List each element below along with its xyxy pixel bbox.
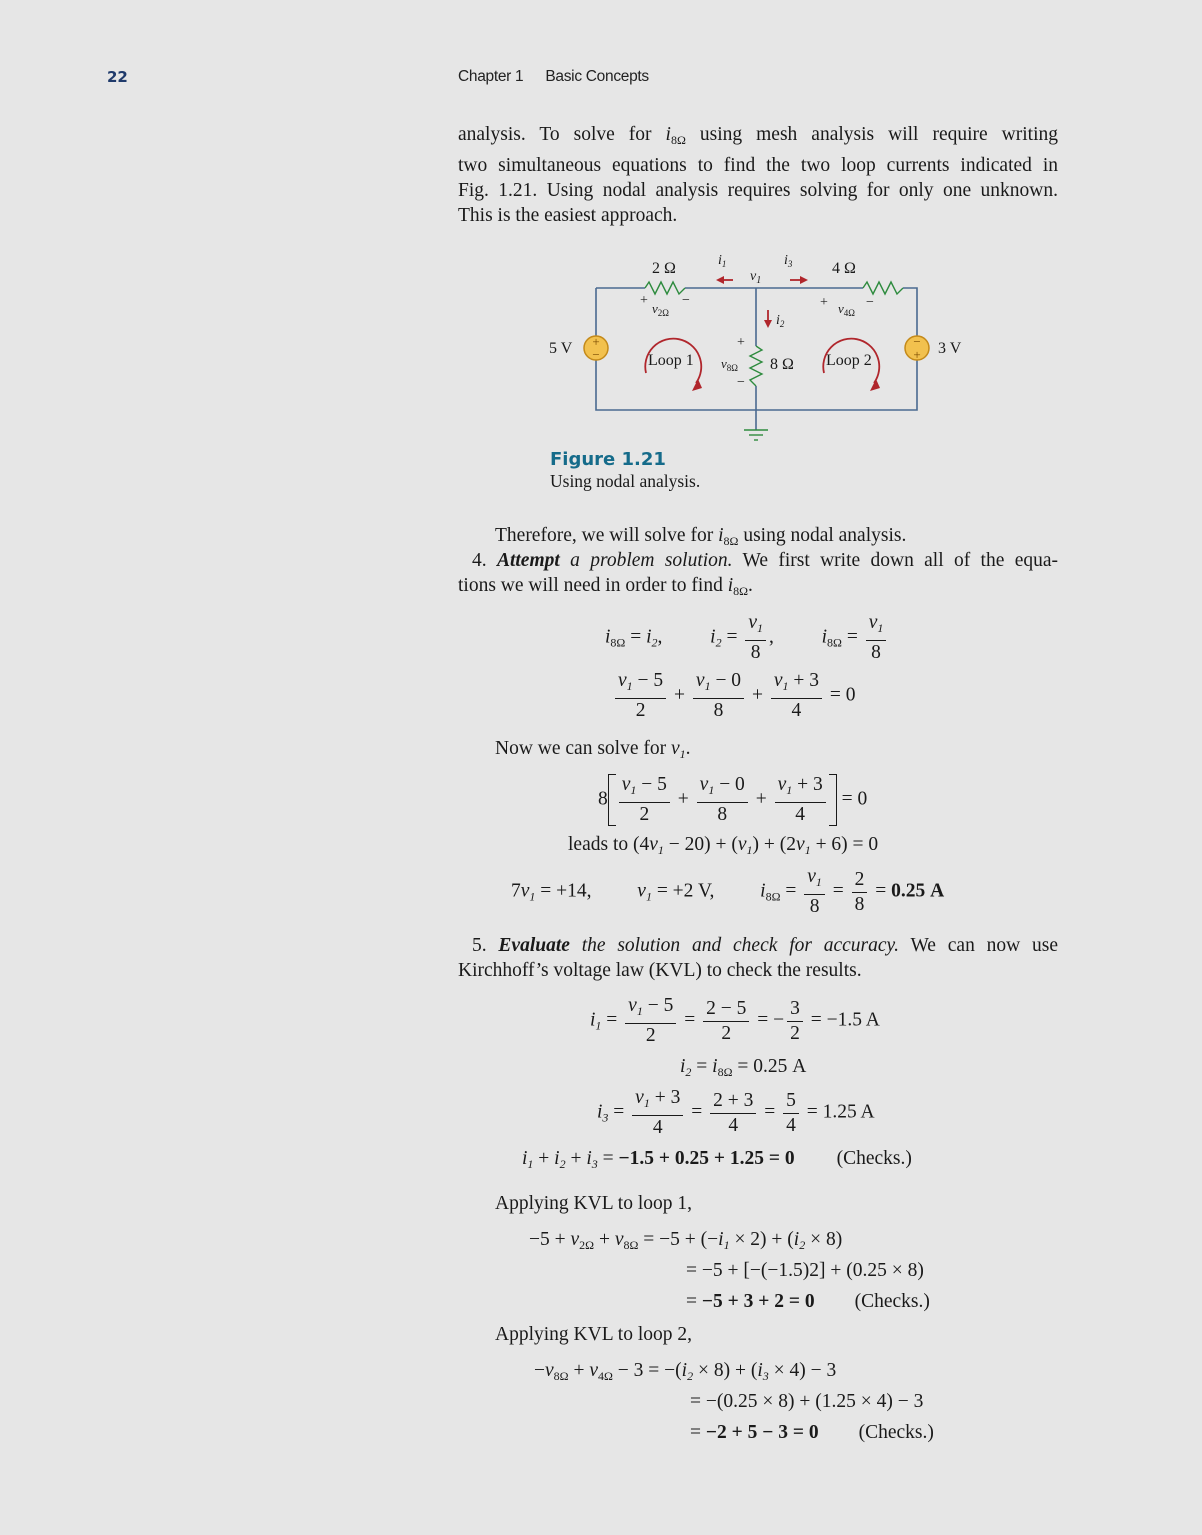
equation-i2: $i_2 = i_{8\Omega} = 0.25$ A [680, 1056, 807, 1079]
resistor-label-4ohm: 4 Ω [832, 260, 856, 277]
svg-text:−: − [737, 375, 745, 390]
figure-caption [550, 449, 700, 492]
equation-row-4: leads to $(4v_1 - 20) + (v_1) + (2v_1 + 6) = 0$ [568, 834, 879, 857]
equation-kcl-check: $i_1 + i_2 + i_3 = -1.5 + 0.25 + 1.25 = 0$ (Checks.) [522, 1148, 912, 1171]
svg-text:+: + [913, 347, 921, 362]
intro-paragraph [458, 122, 1058, 228]
kvl-loop-2-line-3: = −2 + 5 − 3 = 0 (Checks.) [690, 1422, 934, 1443]
kvl-loop-1-line-1: $-5 + v_{2\Omega} + v_{8\Omega} = -5 + (-i_1 \times 2) + (i_2 \times 8)$ [529, 1229, 843, 1252]
svg-text:+: + [640, 293, 648, 308]
therefore-line: Therefore, we will solve for $i_{8\Omega}$ using nodal analysis. [495, 525, 907, 548]
svg-text:i3: $i_3$ [784, 253, 793, 269]
svg-text:+: + [737, 335, 745, 350]
text-line: Fig. 1.21. Using nodal analysis requires solving for only one unknown. [458, 180, 1058, 201]
node-v1: $v_1$ [750, 269, 762, 286]
var: i [665, 124, 671, 145]
svg-text:i2: $i_2$ [776, 313, 785, 329]
text-line: two simultaneous equations to find the two loop currents indicated in [458, 155, 1058, 176]
equation-i1: $i_1$ = $\frac{v_1 - 5}{2}$ = $\frac{2 - 5}{2}$ = − $\frac{3}{2}$ = −1.5 A [590, 995, 880, 1046]
voltage-source-3v [905, 334, 929, 362]
text: analysis. To solve for [458, 124, 666, 145]
figure-label: Figure 1.21 [550, 449, 666, 470]
chapter-label: Chapter 1 [458, 68, 524, 85]
source-label-5v: 5 V [549, 340, 573, 357]
section-title: Basic Concepts [545, 68, 649, 85]
page-number: 22 [107, 68, 128, 86]
kvl-loop-1-line-2: = −5 + [−(−1.5)2] + (0.25 × 8) [686, 1260, 924, 1281]
equation-i3: $i_3$ = $\frac{v_1 + 3}{4}$ = $\frac{2 + 3}{4}$ = $\frac{5}{4}$ = 1.25 A [597, 1087, 875, 1138]
running-header [458, 68, 649, 86]
equation-row-2: $\frac{v_1 - 5}{2}$ + $\frac{v_1 - 0}{8}$ + $\frac{v_1 + 3}{4}$ = 0 [612, 670, 855, 722]
loop-2-label: Loop 2 [826, 352, 872, 369]
svg-text:+: + [820, 295, 828, 310]
resistor-8ohm [750, 346, 762, 386]
text-line: This is the easiest approach. [458, 205, 678, 226]
kvl-loop-2-line-2: = −(0.25 × 8) + (1.25 × 4) − 3 [690, 1391, 924, 1412]
resistor-label-8ohm: 8 Ω [770, 356, 794, 373]
text: using mesh analysis will require writing [685, 124, 1059, 145]
svg-text:+: + [592, 334, 600, 349]
resistor-4ohm [863, 282, 903, 294]
svg-text:v2Ω: $v_{2\Omega}$ [652, 301, 669, 318]
loop-1-label: Loop 1 [648, 352, 694, 369]
circuit-diagram [540, 248, 980, 448]
resistor-label-2ohm: 2 Ω [652, 260, 676, 277]
equation-row-3: 8 $\frac{v_1 - 5}{2}$ + $\frac{v_1 - 0}{8}$ + $\frac{v_1 + 3}{4}$ = 0 [598, 774, 868, 825]
svg-text:i1: $i_1$ [718, 253, 727, 269]
step-4: 4. Attempt a problem solution. We first write down all of the equa- tions we will need in order to find $i_{8\Omega}$. [458, 550, 1058, 598]
figure-caption-text: Using nodal analysis. [550, 471, 701, 491]
source-label-3v: 3 V [938, 340, 962, 357]
now-solve-line: Now we can solve for $v_1$. [495, 738, 691, 761]
kvl-loop-2-intro: Applying KVL to loop 2, [495, 1324, 692, 1345]
kvl-loop-1-line-3: = −5 + 3 + 2 = 0 (Checks.) [686, 1291, 930, 1312]
svg-text:−: − [866, 295, 874, 310]
equation-row-1: $i_{8\Omega} = i_2$, $i_2$ = $\frac{v_1}{8}$ , $i_{8\Omega}$ = $\frac{v_1}{8}$ [605, 612, 889, 664]
step-5: 5. Evaluate the solution and check for accuracy. We can now use Kirchhoff’s voltage law (KVL) to check the results. [458, 935, 1058, 981]
voltage-source-5v [584, 334, 608, 362]
subscript: 8Ω [670, 133, 686, 147]
svg-text:v4Ω: $v_{4\Omega}$ [838, 301, 855, 318]
svg-text:−: − [913, 334, 921, 349]
svg-text:v8Ω: $v_{8\Omega}$ [721, 356, 738, 373]
ground-icon [744, 430, 768, 440]
kvl-loop-2-line-1: $-v_{8\Omega} + v_{4\Omega} - 3 = -(i_2 \times 8) + (i_3 \times 4) - 3$ [534, 1360, 837, 1383]
kvl-loop-1-intro: Applying KVL to loop 1, [495, 1193, 692, 1214]
equation-row-5: $7v_1 = +14$, $v_1 = +2$ V, $i_{8\Omega}$ = $\frac{v_1}{8}$ = $\frac{2}{8}$ = 0.25 A [511, 866, 945, 917]
result-i8: 0.25 A [891, 880, 945, 902]
svg-text:−: − [592, 347, 600, 362]
resistor-2ohm [645, 282, 685, 294]
svg-text:−: − [682, 293, 690, 308]
